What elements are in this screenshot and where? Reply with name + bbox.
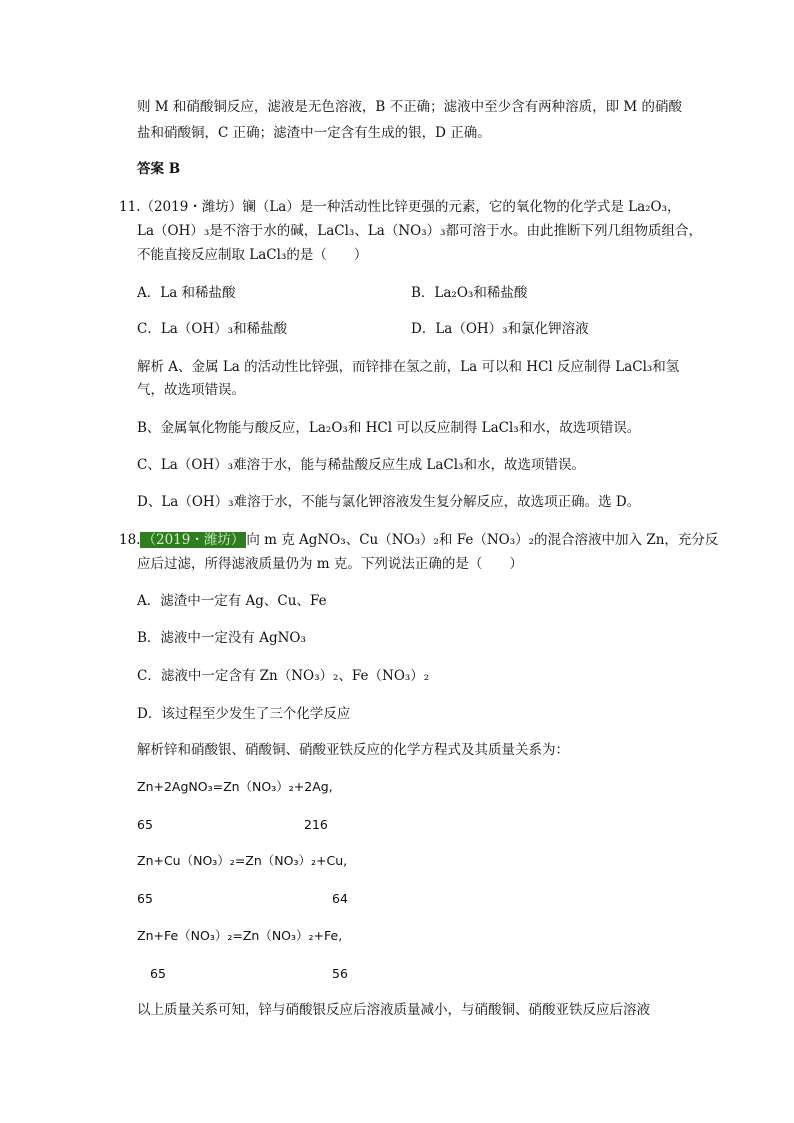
q18-option-a: A．滤渣中一定有 Ag、Cu、Fe: [137, 593, 327, 609]
equation-1-mass-ag: 216: [304, 817, 328, 832]
q11-analysis-d: D、La（OH）₃难溶于水，不能与氯化钾溶液发生复分解反应，故选项正确。选 D。: [137, 494, 641, 510]
equation-2-mass-cu: 64: [332, 891, 348, 906]
q18-analysis-conclusion: 以上质量关系可知，锌与硝酸银反应后溶液质量减小，与硝酸铜、硝酸亚铁反应后溶液: [137, 1002, 650, 1018]
q11-stem-line-1: 11.（2019・潍坊）镧（La）是一种活动性比锌更强的元素，它的氧化物的化学式是 La₂O₃，: [119, 199, 681, 215]
q18-source-tag: （2019・潍坊）: [142, 532, 245, 548]
q11-stem-line-2: La（OH）₃是不溶于水的碱，LaCl₃、La（NO₃）₃都可溶于水。由此推断下列几组物质组合，: [137, 223, 703, 239]
q18-option-b: B．滤液中一定没有 AgNO₃: [137, 630, 306, 646]
q18-number: 18.: [119, 532, 141, 548]
equation-2: Zn+Cu（NO₃）₂=Zn（NO₃）₂+Cu,: [137, 853, 348, 868]
prev-answer: 答案 B: [137, 161, 181, 177]
q11-option-b: B．La₂O₃和稀盐酸: [411, 285, 528, 301]
q11-analysis-line-2: 气，故选项错误。: [137, 382, 245, 398]
q11-option-d: D．La（OH）₃和氯化钾溶液: [411, 321, 589, 337]
equation-3: Zn+Fe（NO₃）₂=Zn（NO₃）₂+Fe,: [137, 928, 343, 943]
prev-text-line-2: 盐和硝酸铜，C 正确；滤渣中一定含有生成的银，D 正确。: [137, 125, 491, 141]
q18-analysis-intro: 解析锌和硝酸银、硝酸铜、硝酸亚铁反应的化学方程式及其质量关系为：: [137, 742, 569, 758]
q18-option-c: C．滤液中一定含有 Zn（NO₃）₂、Fe（NO₃）₂: [137, 668, 430, 684]
equation-1: Zn+2AgNO₃=Zn（NO₃）₂+2Ag,: [137, 779, 333, 794]
q18-stem-line-2: 应后过滤，所得滤液质量仍为 m 克。下列说法正确的是（ ）: [137, 556, 523, 572]
q11-analysis-line-1: 解析 A、金属 La 的活动性比锌强，而锌排在氢之前，La 可以和 HCl 反应制得 LaCl₃和氢: [137, 359, 680, 375]
equation-1-mass-zn: 65: [137, 817, 153, 832]
q18-option-d: D．该过程至少发生了三个化学反应: [137, 706, 351, 722]
equation-3-mass-fe: 56: [332, 966, 348, 981]
q11-analysis-b: B、金属氧化物能与酸反应，La₂O₃和 HCl 可以反应制得 LaCl₃和水，故选项错误。: [137, 420, 641, 436]
prev-text-line-1: 则 M 和硝酸铜反应，滤液是无色溶液，B 不正确；滤液中至少含有两种溶质，即 M 的硝酸: [137, 99, 683, 115]
q11-option-a: A．La 和稀盐酸: [137, 285, 236, 301]
q11-option-c: C．La（OH）₃和稀盐酸: [137, 321, 288, 337]
q11-analysis-c: C、La（OH）₃难溶于水，能与稀盐酸反应生成 LaCl₃和水，故选项错误。: [137, 457, 585, 473]
q18-stem-line-1: [119, 531, 718, 549]
q11-stem-line-3: 不能直接反应制取 LaCl₃的是（ ）: [137, 247, 368, 263]
q18-stem-line-1-rest: 向 m 克 AgNO₃、Cu（NO₃）₂和 Fe（NO₃）₂的混合溶液中加入 Zn，充分反: [246, 532, 719, 548]
equation-2-mass-zn: 65: [137, 891, 153, 906]
equation-3-mass-zn: 65: [150, 966, 166, 981]
